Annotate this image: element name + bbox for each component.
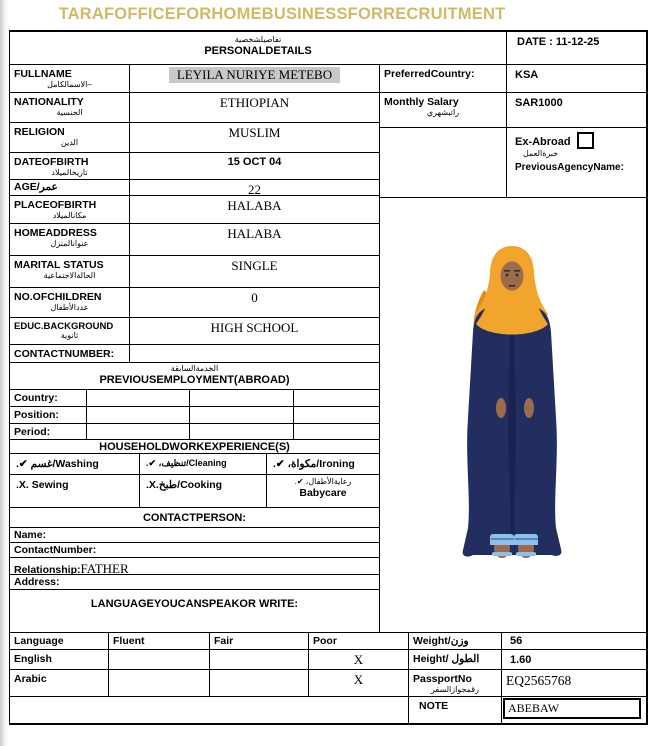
arabic-poor-cell (309, 670, 409, 697)
language-col-header: Language (14, 635, 64, 647)
cp-address-cell (10, 575, 380, 590)
fluent-col-header: Fluent (113, 635, 145, 647)
nationality-label-arabic: الجنسية (56, 107, 83, 117)
pob-value-cell (130, 196, 380, 224)
personal-details-header-cell (10, 32, 507, 65)
fullname-value: LEYILA NURIYE METEBO (169, 67, 340, 83)
note-value-box (503, 698, 641, 719)
prev-employment-title-arabic: الخدمةالسابقة (170, 364, 219, 373)
fair-col-header: Fair (214, 635, 234, 647)
passport-label-arabic: رقمجوازالسفر (431, 684, 479, 694)
country-cell-2 (190, 390, 294, 407)
mouth (509, 285, 516, 287)
ironing-cell (267, 454, 380, 475)
passport-value: EQ2565768 (506, 673, 572, 688)
note-label: NOTE (419, 700, 449, 712)
country-cell-3 (294, 390, 380, 407)
height-label: Height/ الطول (413, 653, 480, 665)
contactnumber-value-cell (130, 345, 380, 363)
cp-relationship-label: Relationship: (14, 564, 81, 575)
children-label-cell (10, 288, 130, 318)
educ-label: EDUC.BACKGROUND (14, 321, 114, 332)
weight-label-cell (409, 633, 502, 650)
babycare-arabic: .✔ ،رعايةالأطفال (294, 477, 352, 486)
fullname-label-arabic: الاسمالكامل– (47, 79, 92, 89)
children-label: NO.OFCHILDREN (14, 291, 102, 303)
cp-relationship-value: FATHER (80, 561, 129, 575)
left-sandal-sole (492, 552, 512, 556)
educ-value: HIGH SCHOOL (210, 320, 299, 335)
height-label-cell (409, 650, 502, 670)
bottom-empty-cell (10, 697, 409, 723)
language-header-cell (10, 590, 380, 633)
arabic-poor-mark: X (353, 672, 364, 687)
dob-label-cell (10, 153, 130, 180)
homeaddress-label: HOMEADDRESS (14, 227, 97, 239)
note-value-cell (502, 697, 646, 723)
right-sandal-stripe (515, 538, 538, 540)
pob-label-arabic: مكانالميلاد (52, 210, 87, 220)
nationality-label: NATIONALITY (14, 96, 84, 108)
left-hand (496, 398, 506, 418)
nationality-value-cell (130, 93, 380, 123)
position-cell-2 (190, 407, 294, 424)
contactnumber-label: CONTACTNUMBER: (14, 348, 115, 360)
fullname-label-cell (10, 65, 130, 93)
passport-label: PassportNo (413, 673, 472, 685)
religion-label: RELIGION (14, 126, 65, 138)
dob-label-arabic: تاريخالميلاد (51, 167, 88, 177)
cp-relationship-cell (10, 558, 380, 575)
prev-employment-title: PREVIOUSEMPLOYMENT(ABROAD) (99, 373, 290, 386)
children-label-arabic: عددالأطفال (50, 302, 89, 312)
english-poor-mark: X (353, 652, 364, 667)
weight-value: 56 (510, 635, 523, 647)
contact-person-header-cell (10, 508, 380, 528)
homeaddress-label-cell (10, 224, 130, 256)
country-cell-1 (87, 390, 190, 407)
age-value-cell (130, 180, 380, 196)
weight-value-cell (502, 633, 646, 650)
contactnumber-label-cell (10, 345, 130, 363)
preferred-country-value: KSA (515, 69, 539, 81)
page-title: TARAFOFFICEFORHOMEBUSINESSFORRECRUITMENT (58, 5, 506, 23)
candidate-photo (380, 198, 646, 633)
children-value: 0 (251, 290, 258, 305)
cp-name-cell (10, 528, 380, 543)
dob-label: DATEOFBIRTH (14, 156, 89, 168)
right-sandal-sole (516, 552, 536, 556)
nationality-value: ETHIOPIAN (219, 95, 290, 110)
preferred-country-label: PreferredCountry: (384, 68, 475, 80)
cooking-skill: .X.طبخ/Cooking (146, 479, 223, 491)
note-label-cell (409, 697, 502, 723)
sewing-skill: .X. Sewing (16, 479, 69, 491)
date-cell (507, 32, 646, 65)
passport-value-cell (502, 670, 646, 697)
homeaddress-value: HALABA (227, 226, 282, 241)
contact-person-title: CONTACTPERSON: (142, 512, 247, 524)
ex-abroad-cell (507, 128, 646, 198)
religion-value-cell (130, 123, 380, 153)
passport-label-cell (409, 670, 502, 697)
height-value-cell (502, 650, 646, 670)
ironing-skill: .✔ ،مكواة/Ironing (273, 458, 355, 470)
period-cell-3 (294, 424, 380, 440)
recruitment-form (8, 30, 648, 725)
ex-abroad-checkbox[interactable] (577, 132, 594, 149)
right-eyebrow (514, 270, 520, 272)
cleaning-skill: .✔ ،تنظيف/Cleaning (146, 458, 227, 468)
cooking-cell (140, 475, 267, 508)
english-row-label-cell (10, 650, 109, 670)
age-value: 22 (248, 182, 261, 196)
right-eye (516, 274, 519, 277)
period-cell-1 (87, 424, 190, 440)
period-label-cell (10, 424, 87, 440)
pob-label-cell (10, 196, 130, 224)
fair-col-header-cell (210, 633, 309, 650)
country-label-cell (10, 390, 87, 407)
pob-value: HALABA (227, 198, 282, 213)
pob-label: PLACEOFBIRTH (14, 199, 97, 211)
marital-label-cell (10, 256, 130, 288)
cp-address-label: Address: (14, 576, 60, 588)
educ-value-cell (130, 318, 380, 345)
english-label: English (14, 653, 52, 665)
nationality-label-cell (10, 93, 130, 123)
language-col-header-cell (10, 633, 109, 650)
household-title: HOUSEHOLDWORKEXPERIENCE(S) (99, 441, 290, 453)
educ-label-arabic: ثانوية (60, 331, 79, 341)
cp-number-cell (10, 543, 380, 558)
household-header-cell (10, 440, 380, 454)
weight-label: Weight/وزن (413, 635, 469, 647)
dob-value: 15 OCT 04 (227, 156, 282, 168)
fullname-label: FULLNAME (14, 68, 72, 80)
english-fluent-cell (109, 650, 210, 670)
previous-agency-label: PreviousAgencyName: (515, 161, 624, 173)
language-section-title: LANGUAGEYOUCANSPEAKOR WRITE: (90, 598, 299, 610)
english-poor-cell (309, 650, 409, 670)
poor-col-header-cell (309, 633, 409, 650)
arabic-row-label-cell (10, 670, 109, 697)
left-eyebrow (504, 270, 510, 272)
marital-value: SINGLE (231, 258, 278, 273)
marital-label-arabic: الحالةالاجتماعية (43, 270, 96, 280)
homeaddress-value-cell (130, 224, 380, 256)
children-value-cell (130, 288, 380, 318)
position-label-cell (10, 407, 87, 424)
cp-name-label: Name: (14, 529, 47, 541)
cleaning-cell (140, 454, 267, 475)
left-eye (506, 274, 509, 277)
left-sandal-stripe (491, 538, 514, 540)
homeaddress-label-arabic: عنوانالمنزل (50, 238, 89, 248)
period-label: Period: (14, 426, 51, 438)
date-value: DATE : 11-12-25 (517, 36, 600, 48)
fullname-value-cell (130, 65, 380, 93)
salary-label: Monthly Salary (384, 96, 459, 108)
preferred-country-label-cell (380, 65, 507, 93)
cp-number-label: ContactNumber: (14, 544, 97, 556)
right-hand (524, 398, 534, 418)
period-cell-2 (190, 424, 294, 440)
poor-col-header: Poor (313, 635, 337, 647)
dob-value-cell (130, 153, 380, 180)
position-cell-1 (87, 407, 190, 424)
personal-details-title: PERSONALDETAILS (204, 44, 312, 57)
arabic-label: Arabic (14, 673, 47, 685)
arabic-fluent-cell (109, 670, 210, 697)
salary-value-cell (507, 93, 646, 128)
babycare-cell (267, 475, 380, 508)
ex-abroad-arabic: خبرةالعمل (523, 149, 559, 158)
ex-abroad-label: Ex-Abroad (515, 136, 571, 148)
salary-value: SAR1000 (515, 97, 563, 109)
sewing-cell (10, 475, 140, 508)
salary-label-arabic: راتبشهري (426, 107, 460, 117)
age-label: AGE/عمر (14, 181, 58, 193)
english-fair-cell (210, 650, 309, 670)
position-label: Position: (14, 409, 59, 421)
marital-label: MARITAL STATUS (14, 259, 104, 271)
position-cell-3 (294, 407, 380, 424)
height-value: 1.60 (510, 654, 532, 666)
religion-value: MUSLIM (228, 125, 281, 140)
age-label-cell (10, 180, 130, 196)
washing-skill: .✔ غسم/Washing (16, 458, 99, 470)
ex-abroad-spacer-cell (380, 128, 507, 198)
country-label: Country: (14, 392, 58, 404)
arabic-fair-cell (210, 670, 309, 697)
personal-details-title-arabic: تفاصيلشخصية (234, 35, 282, 44)
educ-label-cell (10, 318, 130, 345)
marital-value-cell (130, 256, 380, 288)
prev-employment-header-cell (10, 363, 380, 390)
preferred-country-value-cell (507, 65, 646, 93)
babycare-skill: Babycare (299, 486, 347, 499)
photo-cell (380, 198, 646, 633)
salary-label-cell (380, 93, 507, 128)
fluent-col-header-cell (109, 633, 210, 650)
note-value: ABEBAW (508, 701, 560, 715)
religion-label-arabic: الدين (60, 137, 79, 147)
religion-label-cell (10, 123, 130, 153)
washing-cell (10, 454, 140, 475)
